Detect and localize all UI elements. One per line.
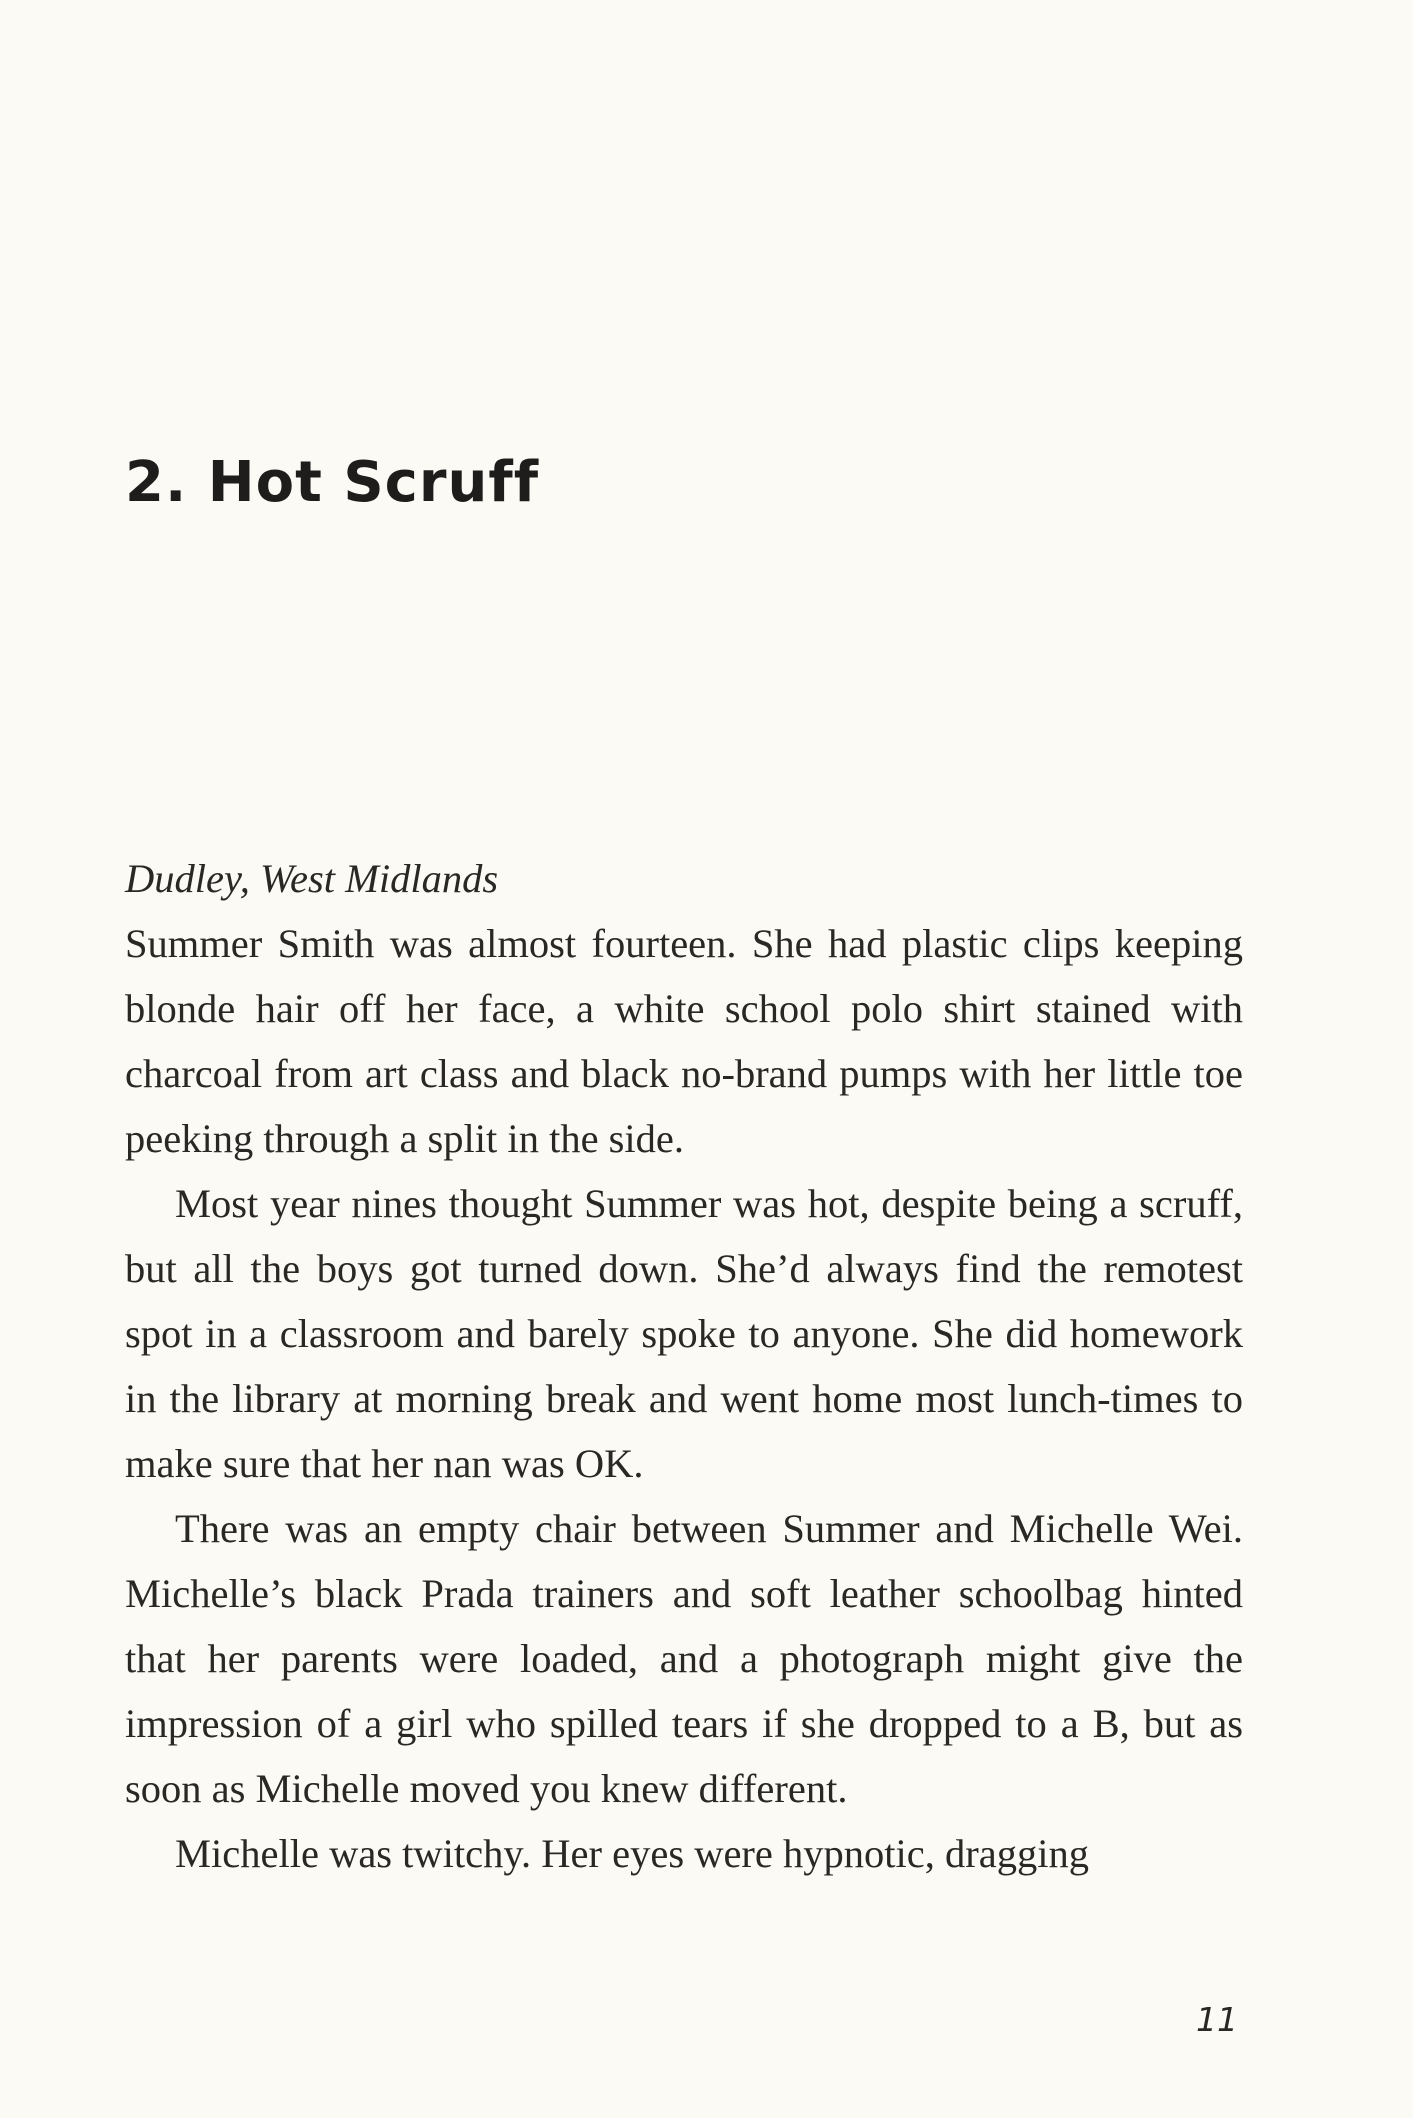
paragraph: There was an empty chair between Summer and Michelle Wei. Michelle’s black Prada trainers and soft leather schoolbag hinted that her parents were loaded, and a photograph might give the impression of a girl who spilled tears if she dropped to a B, but as soon as Michelle moved you knew different.	[125, 1506, 1243, 1811]
location-heading: Dudley, West Midlands	[125, 856, 499, 901]
chapter-title: 2. Hot Scruff	[125, 450, 540, 515]
paragraph: Most year nines thought Summer was hot, despite being a scruff, but all the boys got turned down. She’d always find the remotest spot in a classroom and barely spoke to anyone. She did homework in the library at morning break and went home most lunch-times to make sure that her nan was OK.	[125, 1181, 1243, 1486]
paragraph: Summer Smith was almost fourteen. She had plastic clips keeping blonde hair off her face, a white school polo shirt stained with charcoal from art class and black no-brand pumps with her little toe peeking through a split in the side.	[125, 921, 1243, 1161]
body-text	[125, 846, 1243, 1886]
page-number: 11	[1196, 2000, 1238, 2039]
paragraph: Michelle was twitchy. Her eyes were hypnotic, dragging	[175, 1831, 1089, 1876]
